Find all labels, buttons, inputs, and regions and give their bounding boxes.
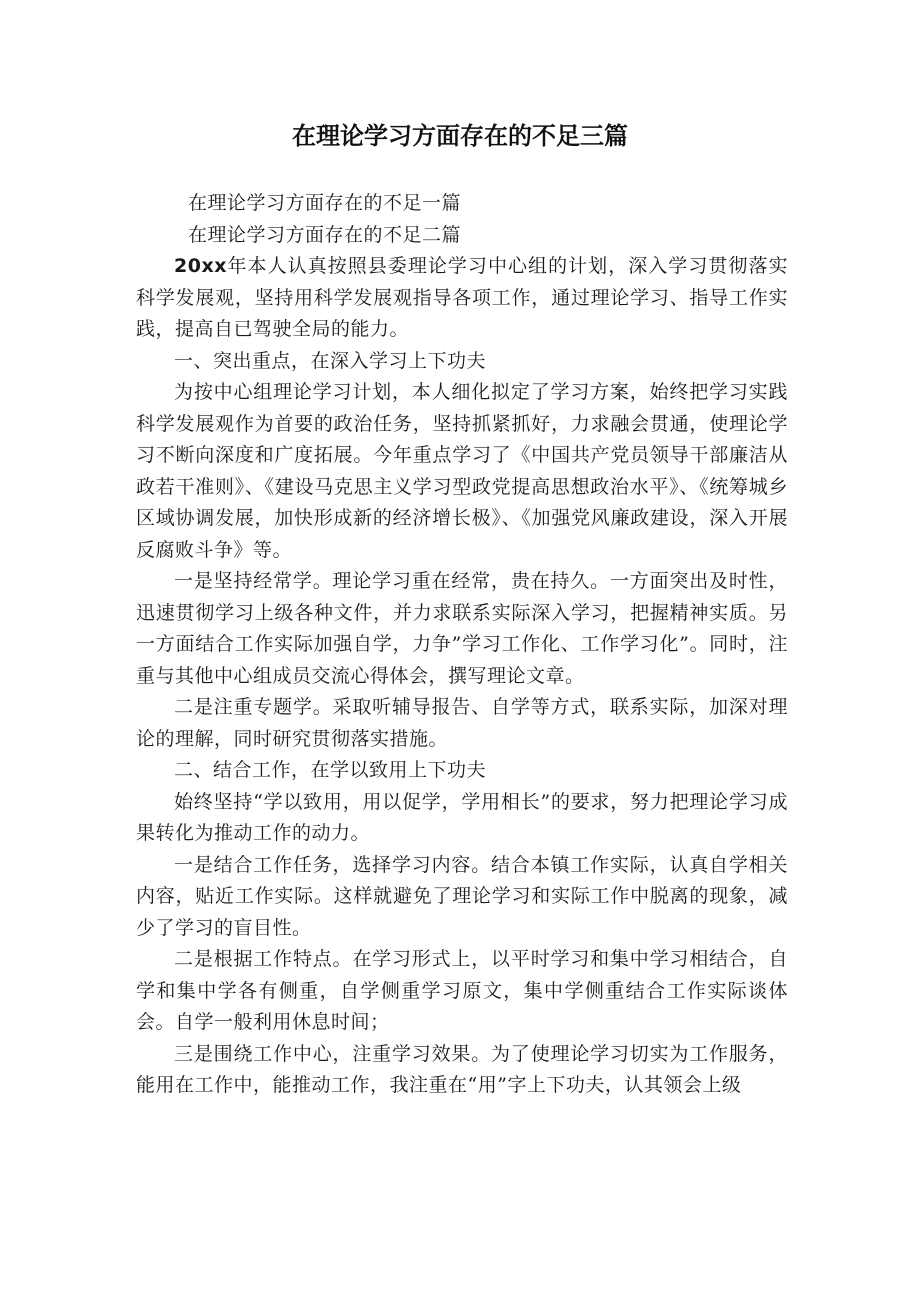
paragraph: 三是围绕工作中心，注重学习效果。为了使理论学习切实为工作服务，能用在工作中，能推动工作，我注重在“用”字上下功夫，认其领会上级: [136, 1042, 788, 1096]
intro-year: 20xx: [174, 255, 227, 277]
paragraph: 始终坚持“学以致用，用以促学，学用相长”的要求，努力把理论学习成果转化为推动工作的动力。: [136, 790, 788, 844]
section-heading-2: 二、结合工作，在学以致用上下功夫: [174, 759, 487, 781]
document-title: 在理论学习方面存在的不足三篇: [292, 122, 628, 150]
toc-item-1: 在理论学习方面存在的不足一篇: [188, 192, 462, 214]
paragraph: 为按中心组理论学习计划，本人细化拟定了学习方案，始终把学习实践科学发展观作为首要的政治任务，坚持抓紧抓好，力求融会贯通，使理论学习不断向深度和广度拓展。今年重点学习了《中国共产党员领导干部廉洁从政若干准则》、《建设马克思主义学习型政党提高思想政治水平》、《统筹城乡区域协调发展，加快形成新的经济增长极》、《加强党风廉政建设，深入开展反腐败斗争》等。: [136, 381, 788, 561]
intro-paragraph: [136, 251, 788, 346]
paragraph: 一是坚持经常学。理论学习重在经常，贵在持久。一方面突出及时性，迅速贯彻学习上级各种文件，并力求联系实际深入学习，把握精神实质。另一方面结合工作实际加强自学，力争”学习工作化、工作学习化”。同时，注重与其他中心组成员交流心得体会，撰写理论文章。: [136, 570, 788, 687]
document-body: [136, 188, 788, 1102]
intro-text: 年本人认真按照县委理论学习中心组的计划，深入学习贯彻落实科学发展观，坚持用科学发展观指导各项工作，通过理论学习、指导工作实践，提高自已驾驶全局的能力。: [136, 255, 788, 340]
paragraph: 二是注重专题学。采取听辅导报告、自学等方式，联系实际，加深对理论的理解，同时研究贯彻落实措施。: [136, 696, 788, 750]
toc-item-2: 在理论学习方面存在的不足二篇: [188, 223, 462, 246]
section-heading-1: 一、突出重点，在深入学习上下功夫: [174, 349, 487, 372]
paragraph: 一是结合工作任务，选择学习内容。结合本镇工作实际，认真自学相关内容，贴近工作实际。这样就避免了理论学习和实际工作中脱离的现象，减少了学习的盲目性。: [136, 853, 788, 939]
paragraph: 二是根据工作特点。在学习形式上，以平时学习和集中学习相结合，自学和集中学各有侧重，自学侧重学习原文，集中学侧重结合工作实际谈体会。自学一般利用休息时间；: [136, 948, 788, 1033]
